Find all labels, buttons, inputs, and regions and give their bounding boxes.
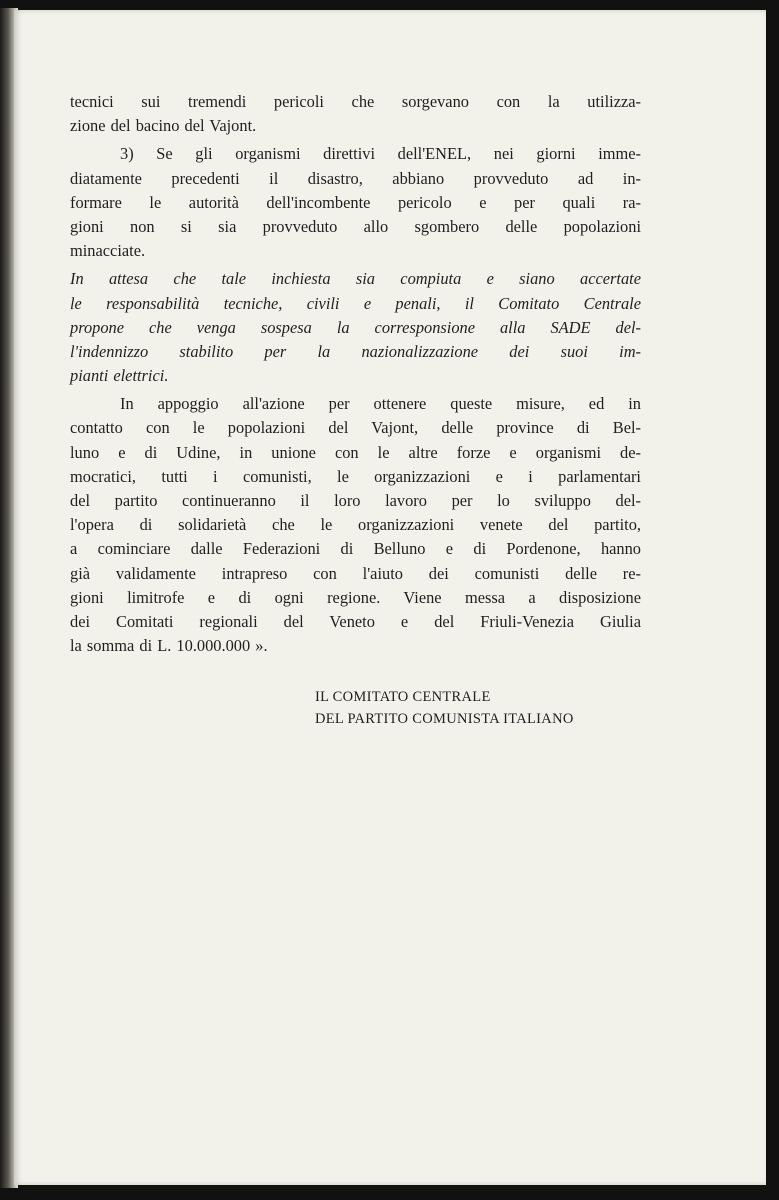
text-line: In appoggio all'azione per ottenere queste misure, ed in xyxy=(120,394,641,414)
text-line: del partito continueranno il loro lavoro per lo sviluppo del- xyxy=(70,491,641,510)
text-line: zione del bacino del Vajont. xyxy=(70,116,257,136)
signature-line-2: DEL PARTITO COMUNISTA ITALIANO xyxy=(315,711,574,727)
paragraph-3-italic xyxy=(70,267,641,388)
body-text xyxy=(70,90,641,658)
text-line: minacciate. xyxy=(70,241,146,261)
signature-line-1: IL COMITATO CENTRALE xyxy=(315,689,491,705)
text-line: luno e di Udine, in unione con le altre forze e organismi de- xyxy=(70,442,641,462)
text-line: In attesa che tale inchiesta sia compiuta e siano accertate xyxy=(70,269,641,289)
document-page xyxy=(14,10,766,1185)
text-line: la somma di L. 10.000.000 ». xyxy=(70,636,268,656)
text-line: le responsabilità tecniche, civili e penali, il Comitato Centrale xyxy=(70,293,641,313)
text-line: già validamente intrapreso con l'aiuto dei comunisti delle re- xyxy=(70,563,641,583)
text-line: gioni non si sia provveduto allo sgombero delle popolazioni xyxy=(70,216,641,236)
text-line: propone che venga sospesa la corresponsione alla SADE del- xyxy=(70,317,641,337)
text-line: tecnici sui tremendi pericoli che sorgevano con la utilizza- xyxy=(70,92,641,111)
text-line: 3) Se gli organismi direttivi dell'ENEL, nei giorni imme- xyxy=(120,144,641,164)
paragraph-4 xyxy=(70,392,641,658)
text-line: contatto con le popolazioni del Vajont, delle province di Bel- xyxy=(70,418,641,438)
text-line: diatamente precedenti il disastro, abbiano provveduto ad in- xyxy=(70,168,641,188)
text-line: pianti elettrici. xyxy=(70,366,169,386)
text-line: dei Comitati regionali del Veneto e del Friuli-Venezia Giulia xyxy=(70,611,641,631)
text-line: gioni limitrofe e di ogni regione. Viene messa a disposizione xyxy=(70,587,641,607)
text-line: a cominciare dalle Federazioni di Belluno e di Pordenone, hanno xyxy=(70,539,641,559)
text-line: l'opera di solidarietà che le organizzazioni venete del partito, xyxy=(70,515,641,535)
paragraph-2 xyxy=(70,142,641,263)
paragraph-1 xyxy=(70,90,641,138)
text-line: formare le autorità dell'incombente pericolo e per quali ra- xyxy=(70,192,641,212)
signature-block xyxy=(315,686,574,730)
text-line: l'indennizzo stabilito per la nazionalizzazione dei suoi im- xyxy=(70,341,641,361)
text-line: mocratici, tutti i comunisti, le organizzazioni e i parlamentari xyxy=(70,466,641,486)
